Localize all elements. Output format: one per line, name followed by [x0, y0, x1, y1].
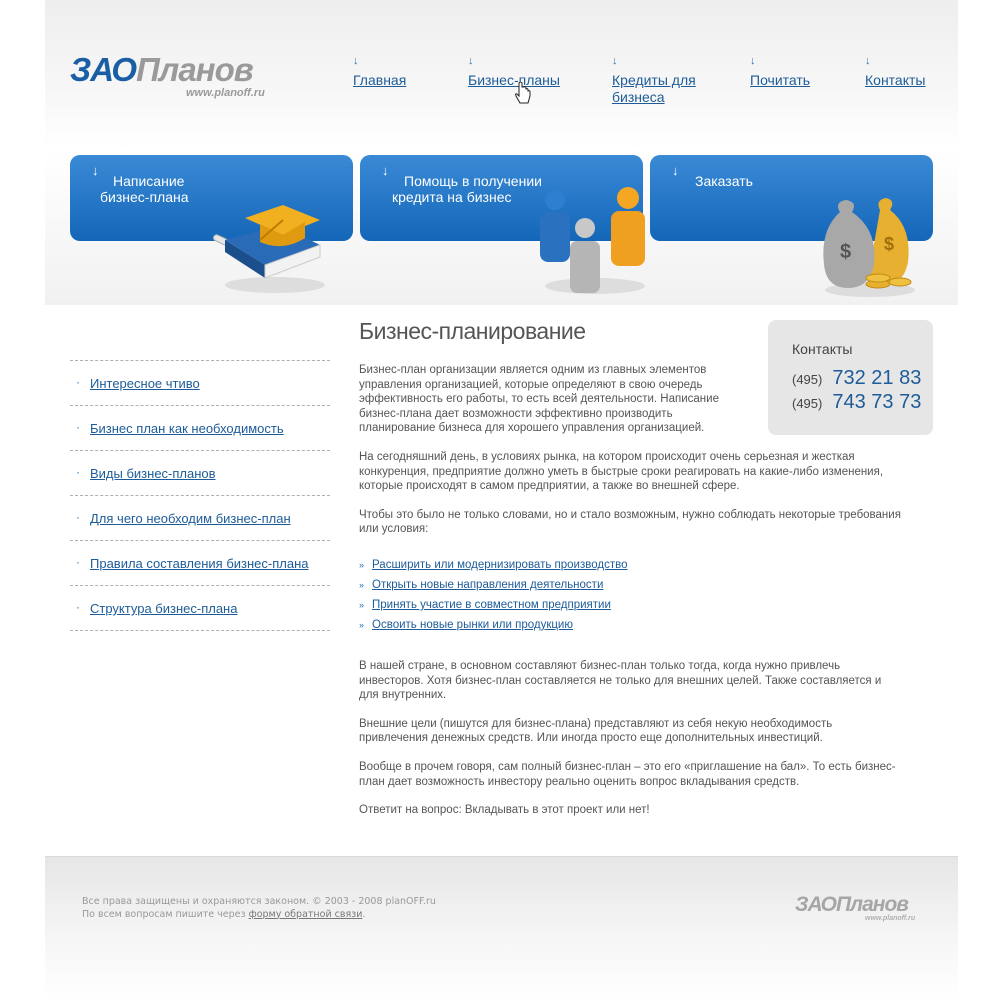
- list-item: [359, 595, 904, 615]
- money-bags-icon: [820, 192, 915, 300]
- sidebar-link-why-needed[interactable]: Для чего необходим бизнес-план: [90, 511, 291, 526]
- paragraph: Бизнес-план организации является одним из главных элементов управления организацией, которые определяют в свою очередь эффективность его работы, то есть всей деятельности. Написание бизнес-плана дает возможности эффективно производить планирование бизнеса для хорошего управления организацией.: [359, 364, 719, 435]
- phone-line: [792, 367, 921, 390]
- page-title: Бизнес-планирование: [359, 318, 586, 344]
- bullet-icon: ·: [76, 375, 80, 389]
- banner-text: [100, 173, 189, 205]
- banner-arrow-icon: ↓: [382, 163, 389, 178]
- svg-text:$: $: [884, 234, 895, 254]
- bullet-icon: ·: [76, 555, 80, 569]
- phone-line: [792, 391, 921, 414]
- nav-link-home[interactable]: Главная: [353, 72, 407, 88]
- svg-text:$: $: [840, 241, 852, 263]
- footer-logo-subtitle: www.planoff.ru: [865, 915, 916, 922]
- list-arrow-icon: »: [359, 579, 365, 590]
- footer-logo-part2: Планов: [835, 893, 908, 916]
- banner-line1: Помощь в получении: [404, 173, 542, 189]
- nav-link-credits[interactable]: Кредиты для бизнеса: [612, 72, 696, 105]
- paragraph: Ответит на вопрос: Вкладывать в этот проект или нет!: [359, 804, 650, 817]
- nav-arrow-icon: ↓: [468, 55, 474, 67]
- list-arrow-icon: »: [359, 559, 365, 570]
- sidebar-link-rules[interactable]: Правила составления бизнес-плана: [90, 556, 309, 571]
- nav-arrow-icon: ↓: [750, 55, 756, 67]
- banner-text: [695, 173, 753, 189]
- footer-contact-suffix: .: [362, 908, 366, 920]
- list-item: [359, 615, 904, 635]
- nav-arrow-icon: ↓: [865, 55, 871, 67]
- phone-code: (495): [792, 396, 823, 411]
- list-arrow-icon: »: [359, 599, 365, 610]
- sidebar-link-structure[interactable]: Структура бизнес-плана: [90, 601, 238, 616]
- graduation-book-icon: [205, 180, 330, 300]
- nav-link-contacts[interactable]: Контакты: [865, 72, 926, 88]
- logo-subtitle: www.planoff.ru: [186, 87, 265, 99]
- phone-number: 743 73 73: [832, 391, 922, 413]
- logo[interactable]: [70, 51, 265, 99]
- copyright: [82, 896, 436, 921]
- nav-item-contacts: [865, 56, 925, 89]
- logo-part2: Планов: [136, 51, 253, 88]
- bullet-icon: ·: [76, 465, 80, 479]
- bullet-icon: ·: [76, 420, 80, 434]
- people-figures-icon: [535, 186, 650, 301]
- list-link[interactable]: Принять участие в совместном предприятии: [372, 598, 611, 611]
- nav-item-home: [353, 56, 406, 89]
- list-arrow-icon: »: [359, 619, 365, 630]
- banner-line1: Заказать: [695, 173, 753, 189]
- header: [45, 0, 958, 150]
- banner-arrow-icon: ↓: [92, 163, 99, 178]
- paragraph: На сегодняшний день, в условиях рынка, на котором происходит очень серьезная и жесткая конкуренция, предприятие должно уметь в быстрые сроки реагировать на какие-либо изменения, которые происходят в самом предприятии, а также во внешней сфере.: [359, 450, 884, 493]
- sidebar-item: [70, 585, 330, 631]
- banner-line2: кредита на бизнес: [392, 189, 512, 205]
- nav-item-credits: [612, 56, 712, 106]
- sidebar-item: [70, 450, 330, 495]
- banner-line1: Написание: [113, 173, 185, 189]
- footer-logo-text: [795, 894, 908, 916]
- feedback-form-link[interactable]: форму обратной связи: [248, 908, 363, 920]
- list-link[interactable]: Расширить или модернизировать производство: [372, 558, 628, 571]
- paragraph: Внешние цели (пишутся для бизнес-плана) представляют из себя некую необходимость привлечения денежных средств. Или иногда просто еще дополнительных инвестиций.: [359, 717, 833, 745]
- banner-arrow-icon: ↓: [672, 163, 679, 178]
- paragraph: Чтобы это было не только словами, но и стало возможным, нужно соблюдать некоторые требования или условия:: [359, 508, 901, 536]
- requirements-list: [359, 555, 904, 635]
- copyright-text: Все права защищены и охраняются законом. © 2003 - 2008 planOFF.ru: [82, 896, 436, 907]
- sidebar-item: [70, 495, 330, 540]
- sidebar-link-necessity[interactable]: Бизнес план как необходимость: [90, 421, 284, 436]
- list-item: [359, 555, 904, 575]
- nav-link-business-plans[interactable]: Бизнес-планы: [468, 72, 560, 88]
- paragraph: Вообще в прочем говоря, сам полный бизнес-план – это его «приглашение на бал». То есть бизнес-план дает возможность инвестору реально оценить вопрос вкладывания средств.: [359, 760, 896, 788]
- page: [45, 0, 958, 1000]
- sidebar-item: [70, 405, 330, 450]
- footer-logo-part1: ЗАО: [795, 893, 836, 916]
- logo-text: [70, 52, 253, 88]
- footer-logo[interactable]: [795, 893, 916, 922]
- list-link[interactable]: Открыть новые направления деятельности: [372, 578, 604, 591]
- phone-number: 732 21 83: [832, 367, 922, 389]
- sidebar-link-plan-types[interactable]: Виды бизнес-планов: [90, 466, 216, 481]
- nav-arrow-icon: ↓: [612, 55, 618, 67]
- sidebar-item: [70, 540, 330, 585]
- list-item: [359, 575, 904, 595]
- nav-item-read: [750, 56, 810, 89]
- footer: [45, 856, 958, 1001]
- banner-line2: бизнес-плана: [100, 189, 189, 205]
- bullet-icon: ·: [76, 510, 80, 524]
- footer-contact-line: [82, 909, 436, 922]
- banner-text: [392, 173, 542, 205]
- sidebar-item: [70, 360, 330, 405]
- sidebar-menu: [70, 360, 330, 631]
- bullet-icon: ·: [76, 600, 80, 614]
- contacts-title: Контакты: [792, 341, 853, 357]
- footer-contact-prefix: По всем вопросам пишите через: [82, 908, 246, 920]
- list-link[interactable]: Освоить новые рынки или продукцию: [372, 618, 573, 631]
- phone-code: (495): [792, 372, 823, 387]
- logo-part1: ЗАО: [70, 51, 137, 88]
- paragraph: В нашей стране, в основном составляют бизнес-план только тогда, когда нужно привлечь инвесторов. Хотя бизнес-план составляется не только для внешних целей. Также составляется и для внутренних.: [359, 659, 882, 702]
- nav-arrow-icon: ↓: [353, 55, 359, 67]
- contacts-box: [768, 320, 933, 435]
- sidebar-link-interesting-reading[interactable]: Интересное чтиво: [90, 376, 200, 391]
- hand-cursor-icon: [513, 82, 533, 106]
- nav-link-read[interactable]: Почитать: [750, 72, 811, 88]
